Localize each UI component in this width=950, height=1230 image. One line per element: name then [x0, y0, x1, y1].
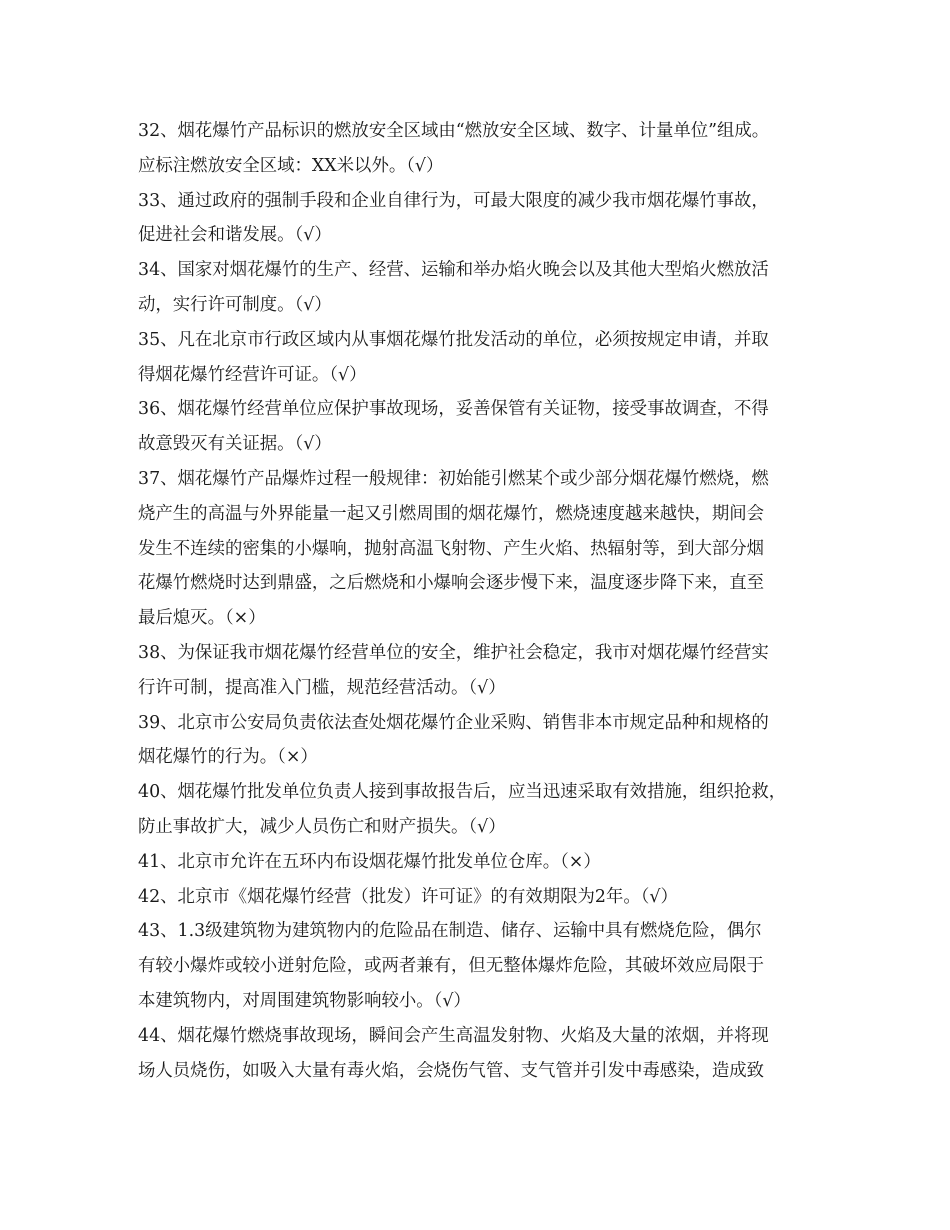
question-43	[138, 914, 838, 1018]
question-line: 39、北京市公安局负责依法查处烟花爆竹企业采购、销售非本市规定品种和规格的	[138, 712, 769, 733]
question-line: 防止事故扩大，减少人员伤亡和财产损失。（√）	[138, 816, 506, 837]
question-line: 得烟花爆竹经营许可证。（√）	[138, 364, 367, 385]
question-line: 40、烟花爆竹批发单位负责人接到事故报告后，应当迅速采取有效措施，组织抢救，	[138, 782, 787, 803]
question-37	[138, 462, 838, 636]
question-line: 本建筑物内，对周围建筑物影响较小。（√）	[138, 990, 471, 1011]
question-line: 37、烟花爆竹产品爆炸过程一般规律：初始能引燃某个或少部分烟花爆竹燃烧，燃	[138, 468, 769, 489]
question-line: 41、北京市允许在五环内布设烟花爆竹批发单位仓库。（×）	[138, 851, 601, 872]
question-line: 35、凡在北京市行政区域内从事烟花爆竹批发活动的单位，必须按规定申请，并取	[138, 329, 769, 350]
question-line: 行许可制，提高准入门槛，规范经营活动。（√）	[138, 677, 506, 698]
question-33	[138, 184, 838, 254]
question-line: 动，实行许可制度。（√）	[138, 294, 332, 315]
question-36	[138, 392, 838, 462]
question-line: 烟花爆竹的行为。（×）	[138, 747, 318, 768]
question-line: 43、1.3级建筑物为建筑物内的危险品在制造、储存、运输中具有燃烧危险，偶尔	[138, 921, 762, 942]
question-line: 花爆竹燃烧时达到鼎盛，之后燃烧和小爆响会逐步慢下来，温度逐步降下来，直至	[138, 573, 765, 594]
question-line: 场人员烧伤，如吸入大量有毒火焰，会烧伤气管、支气管并引发中毒感染，造成致	[138, 1060, 765, 1081]
question-line: 36、烟花爆竹经营单位应保护事故现场，妥善保管有关证物，接受事故调查，不得	[138, 399, 769, 420]
question-line: 34、国家对烟花爆竹的生产、经营、运输和举办焰火晚会以及其他大型焰火燃放活	[138, 260, 769, 281]
question-line: 发生不连续的密集的小爆响，抛射高温飞射物、产生火焰、热辐射等，到大部分烟	[138, 538, 765, 559]
question-line: 44、烟花爆竹燃烧事故现场，瞬间会产生高温发射物、火焰及大量的浓烟，并将现	[138, 1025, 769, 1046]
question-44	[138, 1019, 838, 1089]
question-38	[138, 636, 838, 706]
question-35	[138, 323, 838, 393]
question-list	[138, 114, 838, 1088]
question-42	[138, 880, 838, 915]
question-line: 烧产生的高温与外界能量一起又引燃周围的烟花爆竹，燃烧速度越来越快，期间会	[138, 503, 765, 524]
question-line: 33、通过政府的强制手段和企业自律行为，可最大限度的减少我市烟花爆竹事故，	[138, 190, 769, 211]
question-40	[138, 775, 838, 845]
question-39	[138, 706, 838, 776]
question-line: 故意毁灭有关证据。（√）	[138, 434, 332, 455]
question-line: 38、为保证我市烟花爆竹经营单位的安全，维护社会稳定，我市对烟花爆竹经营实	[138, 642, 769, 663]
question-34	[138, 253, 838, 323]
question-line: 42、北京市《烟花爆竹经营（批发）许可证》的有效期限为2年。（√）	[138, 886, 678, 907]
question-line: 最后熄灭。（×）	[138, 608, 266, 629]
question-line: 应标注燃放安全区域：XX米以外。（√）	[138, 155, 444, 176]
question-line: 32、烟花爆竹产品标识的燃放安全区域由“燃放安全区域、数字、计量单位”组成。	[138, 121, 770, 141]
question-line: 有较小爆炸或较小迸射危险，或两者兼有，但无整体爆炸危险，其破坏效应局限于	[138, 956, 765, 977]
question-line: 促进社会和谐发展。（√）	[138, 225, 332, 246]
question-41	[138, 845, 838, 880]
question-32	[138, 114, 838, 184]
